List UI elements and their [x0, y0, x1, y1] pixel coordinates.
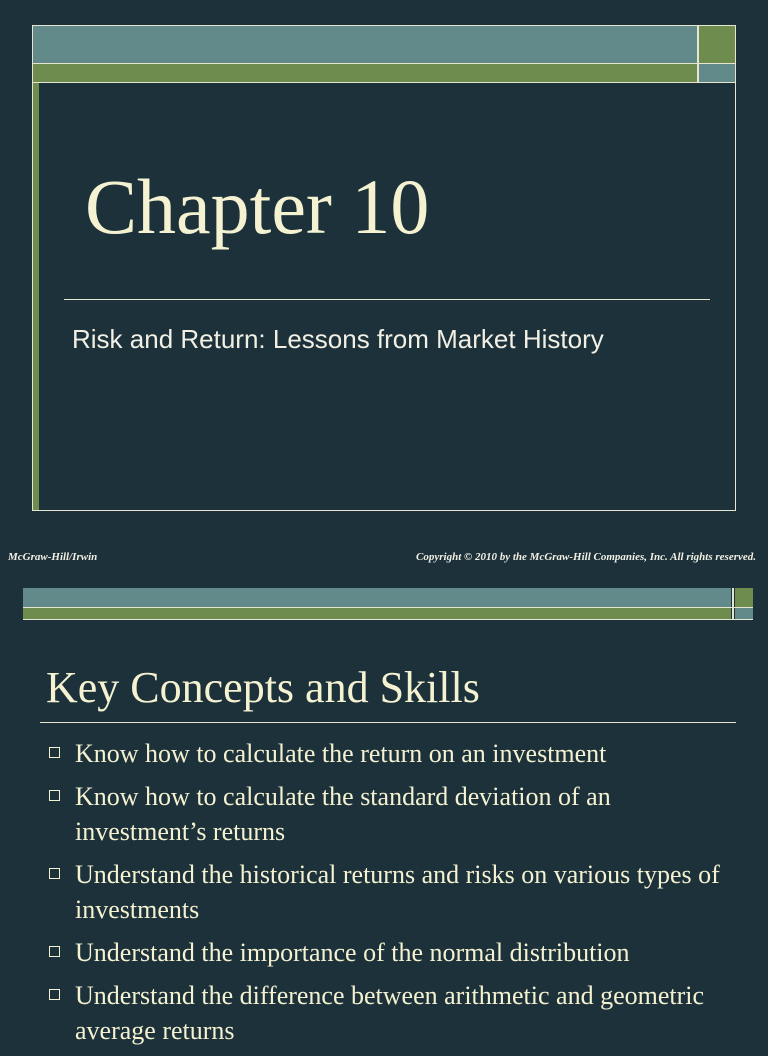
- publisher-footer: McGraw-Hill/Irwin: [8, 551, 98, 563]
- header-square-green: [735, 588, 753, 607]
- bullet-text: Understand the difference between arithmetic and geometric average returns: [75, 981, 705, 1045]
- header-divider: [697, 26, 699, 83]
- list-item: [46, 935, 746, 970]
- header-bar-green: [33, 64, 697, 82]
- heading-rule: [40, 722, 736, 723]
- list-item: [46, 736, 746, 771]
- header-divider: [33, 82, 735, 83]
- bullet-text: Understand the historical returns and risks on various types of investments: [75, 860, 720, 924]
- bullet-text: Know how to calculate the standard deviation of an investment’s returns: [75, 782, 611, 846]
- header-square-blue: [735, 608, 753, 619]
- header-square-green: [699, 26, 735, 63]
- header-square-blue: [699, 64, 735, 82]
- bullet-text: Know how to calculate the return on an investment: [75, 739, 607, 768]
- copyright-footer: Copyright © 2010 by the McGraw-Hill Companies, Inc. All rights reserved.: [416, 551, 756, 563]
- header-bar-blue: [33, 26, 697, 63]
- slide-subtitle: Risk and Return: Lessons from Market History: [72, 324, 604, 354]
- header-divider: [23, 607, 753, 608]
- bullet-list: [46, 736, 746, 1056]
- square-bullet-icon: [49, 790, 60, 801]
- left-accent-bar: [33, 83, 39, 510]
- header-bar-blue: [23, 588, 731, 607]
- section-heading: Key Concepts and Skills: [46, 663, 480, 712]
- square-bullet-icon: [49, 989, 60, 1000]
- title-rule: [64, 299, 710, 300]
- square-bullet-icon: [49, 868, 60, 879]
- square-bullet-icon: [49, 747, 60, 758]
- slide-title: Chapter 10: [85, 163, 430, 250]
- header-divider: [732, 588, 734, 619]
- list-item: [46, 779, 746, 849]
- square-bullet-icon: [49, 946, 60, 957]
- header-divider: [33, 63, 735, 64]
- header-bar-green: [23, 608, 731, 619]
- list-item: [46, 978, 746, 1048]
- title-slide-frame: [32, 25, 736, 511]
- header-divider: [23, 619, 753, 620]
- list-item: [46, 857, 746, 927]
- bullet-text: Understand the importance of the normal distribution: [75, 938, 630, 967]
